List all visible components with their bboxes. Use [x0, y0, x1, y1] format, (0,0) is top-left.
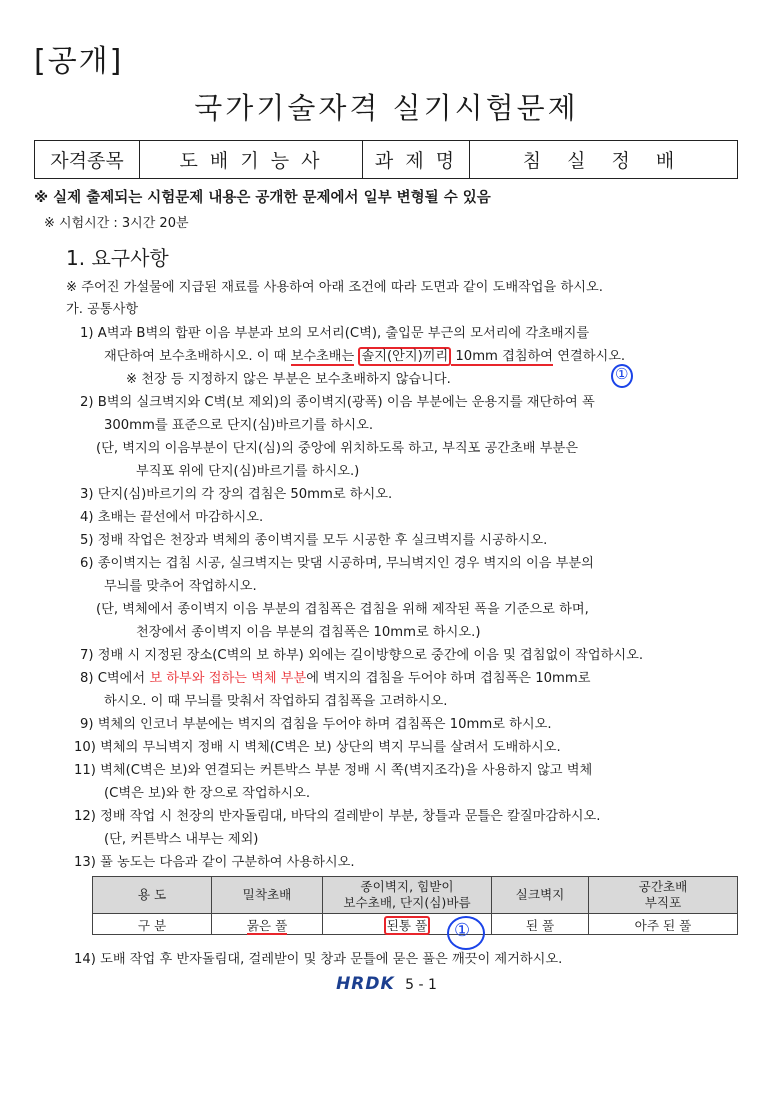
page-title: 국가기술자격 실기시험문제: [194, 91, 579, 125]
table-row: [93, 914, 738, 935]
item-4: 4) 초배는 끝선에서 마감하시오.: [80, 510, 264, 525]
item-7: 7) 정배 시 지정된 장소(C벽의 보 하부) 외에는 길이방향으로 중간에 이음 및 겹침없이 작업하시오.: [80, 648, 644, 663]
item-5: 5) 정배 작업은 천장과 벽체의 종이벽지를 모두 시공한 후 실크벽지를 시공하시오.: [80, 533, 548, 548]
table-cell: 구 분: [93, 914, 212, 935]
header-line-1: 종이벽지, 힘받이: [360, 879, 454, 894]
blue-annotation-mark-2: ①: [454, 920, 471, 941]
item-10: 10) 벽체의 무늬벽지 정배 시 벽체(C벽은 보) 상단의 벽지 무늬를 살려서 도배하시오.: [74, 740, 561, 755]
notice-text: ※ 실제 출제되는 시험문제 내용은 공개한 문제에서 일부 변형될 수 있음: [34, 190, 491, 206]
page-number: 5 - 1: [405, 977, 437, 993]
subsection-title: 가. 공통사항: [66, 302, 139, 317]
item-9: 9) 벽체의 인코너 부분에는 벽지의 겹침을 두어야 하며 겹침폭은 10mm로 하시오.: [80, 717, 552, 732]
item-2-line-3: (단, 벽지의 이음부분이 단지(심)의 중앙에 위치하도록 하고, 부직포 공간초배 부분은: [96, 441, 578, 456]
item-14: 14) 도배 작업 후 반자돌림대, 걸레받이 및 창과 문틀에 묻은 풀은 깨끗이 제거하시오.: [74, 952, 563, 967]
table-header-cell: [589, 877, 738, 914]
item-1-line-1: 1) A벽과 B벽의 합판 이음 부분과 보의 모서리(C벽), 출입문 부근의 모서리에 각초배지를: [80, 326, 590, 341]
table-cell: 된 풀: [492, 914, 589, 935]
item-11-line-2: (C벽은 보)와 한 장으로 작업하시오.: [104, 786, 311, 801]
item-2-line-4: 부직포 위에 단지(심)바르기를 하시오.): [136, 464, 360, 479]
boxed-cell-text: 된통 풀: [384, 916, 431, 935]
item-1-boxed-text: 솔지(안지)끼리: [358, 347, 451, 366]
table-cell: 아주 된 풀: [589, 914, 738, 935]
table-header-cell: 용 도: [93, 877, 212, 914]
table-header-cell: [323, 877, 492, 914]
section-title: 1. 요구사항: [66, 246, 169, 270]
paste-concentration-table: [92, 876, 738, 935]
item-1-underline-a: 보수초배는: [290, 349, 355, 364]
table-header-cell: 밀착초배: [212, 877, 323, 914]
task-value: 침 실 정 배: [470, 141, 738, 179]
intro-text: ※ 주어진 가설물에 지급된 재료를 사용하여 아래 조건에 따라 도면과 같이 도배작업을 하시오.: [66, 280, 603, 295]
item-1-underline-b: 10mm 겹침하여: [451, 349, 554, 364]
item-12-line-2: (단, 커튼박스 내부는 제외): [104, 832, 259, 847]
item-8-text-a: 8) C벽에서: [80, 671, 150, 686]
item-8-line-1: [80, 667, 590, 686]
item-3: 3) 단지(심)바르기의 각 장의 겹침은 50mm로 하시오.: [80, 487, 393, 502]
header-line-2: 보수초배, 단지(심)바름: [343, 895, 471, 910]
item-13: 13) 풀 농도는 다음과 같이 구분하여 사용하시오.: [74, 855, 355, 870]
page-footer: [0, 974, 773, 994]
disclosure-label: [공개]: [34, 44, 124, 79]
qualification-value: 도 배 기 능 사: [140, 141, 363, 179]
item-8-text-b: 에 벽지의 겹침을 두어야 하며 겹침폭은 10mm로: [306, 671, 591, 686]
header-line-1: 공간초배: [638, 879, 688, 894]
table-header-cell: 실크벽지: [492, 877, 589, 914]
item-8-line-2: 하시오. 이 때 무늬를 맞춰서 작업하되 겹침폭을 고려하시오.: [104, 694, 448, 709]
underlined-cell-text: 묽은 풀: [246, 917, 288, 933]
header-line-2: 부직포: [644, 895, 682, 910]
item-8-red-text: 보 하부와 접하는 벽체 부분: [149, 671, 307, 686]
task-label: 과 제 명: [363, 141, 470, 179]
exam-time: ※ 시험시간 : 3시간 20분: [44, 216, 189, 231]
item-1-text-a: 재단하여 보수초배하시오. 이 때: [104, 349, 291, 364]
item-1-text-b: 연결하시오.: [553, 349, 626, 364]
item-1-line-2: [104, 345, 625, 364]
item-12-line-1: 12) 정배 작업 시 천장의 반자돌림대, 바닥의 걸레받이 부분, 창틀과 문틀은 칼질마감하시오.: [74, 809, 601, 824]
item-2-line-2: 300mm를 표준으로 단지(심)바르기를 하시오.: [104, 418, 374, 433]
item-6-line-2: 무늬를 맞추어 작업하시오.: [104, 579, 257, 594]
item-11-line-1: 11) 벽체(C벽은 보)와 연결되는 커튼박스 부분 정배 시 쪽(벽지조각)을 사용하지 않고 벽체: [74, 763, 593, 778]
blue-annotation-mark-1: ①: [615, 365, 629, 383]
qualification-table: [34, 140, 738, 179]
item-1-line-3: ※ 천장 등 지정하지 않은 부분은 보수초배하지 않습니다.: [126, 372, 451, 387]
hrdk-logo: HRDK: [336, 974, 395, 994]
table-cell: [212, 914, 323, 935]
item-6-line-4: 천장에서 종이벽지 이음 부분의 겹침폭은 10mm로 하시오.): [136, 625, 481, 640]
item-2-line-1: 2) B벽의 실크벽지와 C벽(보 제외)의 종이벽지(광폭) 이음 부분에는 운용지를 재단하여 폭: [80, 395, 595, 410]
qualification-label: 자격종목: [35, 141, 140, 179]
item-6-line-1: 6) 종이벽지는 겹침 시공, 실크벽지는 맞댐 시공하며, 무늬벽지인 경우 벽지의 이음 부분의: [80, 556, 594, 571]
item-6-line-3: (단, 벽체에서 종이벽지 이음 부분의 겹침폭은 겹침을 위해 제작된 폭을 기준으로 하며,: [96, 602, 589, 617]
